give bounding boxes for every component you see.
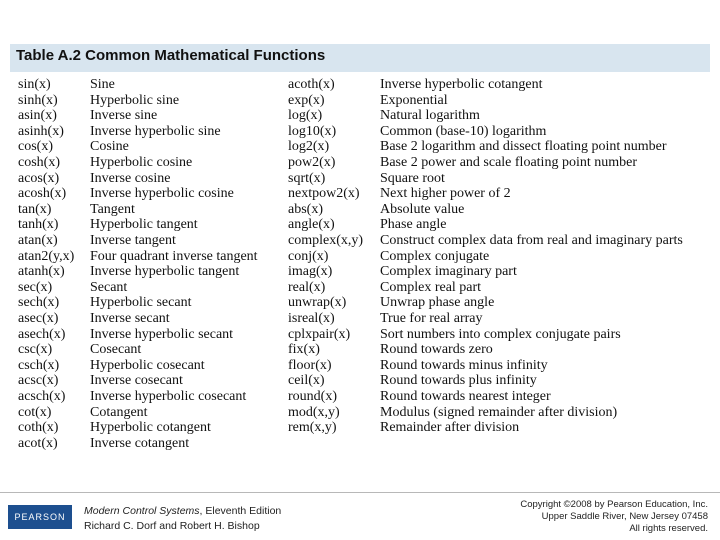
function-description: Common (base-10) logarithm — [380, 123, 547, 139]
book-credit — [84, 504, 281, 534]
book-authors: Richard C. Dorf and Robert H. Bishop — [84, 520, 260, 532]
function-description: Hyperbolic sine — [90, 92, 180, 108]
table-row — [0, 186, 720, 202]
table-row — [0, 108, 720, 124]
table-title: Table A.2 Common Mathematical Functions — [16, 47, 326, 64]
function-name: atanh(x) — [18, 264, 65, 280]
function-description: Inverse cotangent — [90, 435, 190, 451]
table-row — [0, 280, 720, 296]
function-description: Unwrap phase angle — [380, 295, 495, 311]
function-name: pow2(x) — [288, 155, 336, 170]
table-row — [0, 93, 720, 109]
function-description: Inverse hyperbolic sine — [90, 123, 221, 139]
function-description: Sine — [90, 77, 115, 92]
address-line: Upper Saddle River, New Jersey 07458 — [541, 511, 708, 522]
function-description: Inverse cosine — [90, 170, 171, 186]
function-name: real(x) — [288, 279, 326, 295]
function-description: Cosecant — [90, 342, 142, 358]
function-name: sqrt(x) — [288, 170, 326, 186]
function-name: csc(x) — [18, 342, 53, 358]
table-row — [0, 311, 720, 327]
function-description: Hyperbolic tangent — [90, 217, 198, 233]
function-name: asec(x) — [18, 311, 59, 326]
function-name: sinh(x) — [18, 92, 58, 108]
function-name: acosh(x) — [18, 186, 67, 202]
function-name: tanh(x) — [18, 217, 59, 233]
function-name: acsch(x) — [18, 389, 66, 404]
function-name: rem(x,y) — [288, 420, 337, 436]
function-name: nextpow2(x) — [288, 186, 360, 202]
rights-line: All rights reserved. — [629, 523, 708, 534]
function-name: sin(x) — [18, 77, 51, 92]
table-row — [0, 217, 720, 233]
table-row — [0, 420, 720, 436]
function-name: acoth(x) — [288, 77, 335, 92]
function-description: True for real array — [380, 311, 483, 326]
function-description: Complex imaginary part — [380, 264, 517, 280]
function-description: Cosine — [90, 139, 129, 155]
function-description: Absolute value — [380, 201, 465, 217]
table-row — [0, 327, 720, 343]
function-name: asinh(x) — [18, 123, 64, 139]
table-row — [0, 124, 720, 140]
function-description: Inverse hyperbolic tangent — [90, 264, 240, 280]
function-description: Cotangent — [90, 404, 148, 420]
function-description: Inverse sine — [90, 108, 158, 124]
table-row — [0, 358, 720, 374]
function-name: mod(x,y) — [288, 404, 340, 420]
function-description: Natural logarithm — [380, 108, 480, 124]
function-description: Round towards nearest integer — [380, 389, 551, 404]
function-name: coth(x) — [18, 420, 59, 436]
function-description: Inverse secant — [90, 311, 170, 326]
function-name: abs(x) — [288, 201, 323, 217]
book-title-line — [84, 504, 281, 519]
function-description: Remainder after division — [380, 420, 520, 436]
function-description: Phase angle — [380, 217, 447, 233]
function-name: cot(x) — [18, 404, 52, 420]
table-row — [0, 249, 720, 265]
table-row — [0, 373, 720, 389]
table-row — [0, 389, 720, 405]
function-name: acot(x) — [18, 435, 58, 451]
table-row — [0, 405, 720, 421]
function-description: Round towards plus infinity — [380, 373, 537, 389]
function-description: Round towards zero — [380, 342, 493, 358]
function-description: Inverse cosecant — [90, 373, 183, 389]
function-name: exp(x) — [288, 92, 325, 108]
function-name: tan(x) — [18, 201, 52, 217]
function-description: Hyperbolic cosine — [90, 155, 193, 170]
function-description: Hyperbolic cosecant — [90, 357, 205, 373]
function-description: Inverse tangent — [90, 233, 176, 248]
copyright-notice — [520, 499, 708, 535]
book-title: Modern Control Systems — [84, 505, 200, 517]
function-name: round(x) — [288, 389, 337, 404]
function-description: Modulus (signed remainder after division) — [380, 404, 618, 420]
function-description: Hyperbolic secant — [90, 295, 192, 311]
function-name: cplxpair(x) — [288, 326, 351, 342]
function-name: log(x) — [288, 108, 323, 124]
function-description: Base 2 logarithm and dissect floating point number — [380, 139, 667, 155]
pearson-logo: PEARSON — [8, 505, 72, 529]
function-name: asin(x) — [18, 108, 57, 124]
table-row — [0, 77, 720, 93]
function-name: atan2(y,x) — [18, 248, 75, 264]
table-row — [0, 155, 720, 171]
function-description: Four quadrant inverse tangent — [90, 248, 258, 264]
function-name: conj(x) — [288, 248, 329, 264]
table-row — [0, 139, 720, 155]
function-name: cosh(x) — [18, 155, 60, 170]
function-name: floor(x) — [288, 357, 332, 373]
function-description: Complex conjugate — [380, 248, 490, 264]
table-row — [0, 171, 720, 187]
function-name: fix(x) — [288, 342, 320, 358]
function-description: Construct complex data from real and imaginary parts — [380, 233, 683, 248]
function-name: angle(x) — [288, 217, 335, 233]
function-description: Inverse hyperbolic cosine — [90, 186, 234, 202]
function-name: csch(x) — [18, 357, 60, 373]
function-name: sec(x) — [18, 279, 53, 295]
function-description: Round towards minus infinity — [380, 357, 548, 373]
function-description: Square root — [380, 170, 445, 186]
table-row — [0, 342, 720, 358]
function-name: unwrap(x) — [288, 295, 347, 311]
function-description: Hyperbolic cotangent — [90, 420, 211, 436]
function-name: ceil(x) — [288, 373, 325, 389]
function-name: acos(x) — [18, 170, 60, 186]
function-description: Exponential — [380, 92, 448, 108]
function-description: Tangent — [90, 201, 135, 217]
function-description: Inverse hyperbolic secant — [90, 326, 234, 342]
function-description: Next higher power of 2 — [380, 186, 511, 202]
function-name: asech(x) — [18, 326, 66, 342]
function-name: complex(x,y) — [288, 233, 364, 248]
function-description: Sort numbers into complex conjugate pairs — [380, 326, 621, 342]
copyright-line: Copyright ©2008 by Pearson Education, Inc. — [520, 499, 708, 510]
function-description: Inverse hyperbolic cosecant — [90, 389, 247, 404]
function-name: log2(x) — [288, 139, 330, 155]
table-row — [0, 202, 720, 218]
table-row — [0, 295, 720, 311]
function-description: Secant — [90, 279, 128, 295]
function-description: Complex real part — [380, 279, 482, 295]
function-name: isreal(x) — [288, 311, 335, 326]
table-row — [0, 264, 720, 280]
function-name: sech(x) — [18, 295, 60, 311]
function-name: imag(x) — [288, 264, 333, 280]
footer-divider — [0, 492, 720, 493]
table-row — [0, 436, 720, 452]
table-row — [0, 233, 720, 249]
function-name: log10(x) — [288, 123, 337, 139]
function-name: acsc(x) — [18, 373, 59, 389]
book-edition: , Eleventh Edition — [199, 505, 282, 517]
function-description: Inverse hyperbolic cotangent — [380, 77, 543, 92]
function-name: atan(x) — [18, 233, 58, 248]
function-description: Base 2 power and scale floating point number — [380, 155, 637, 170]
function-name: cos(x) — [18, 139, 53, 155]
